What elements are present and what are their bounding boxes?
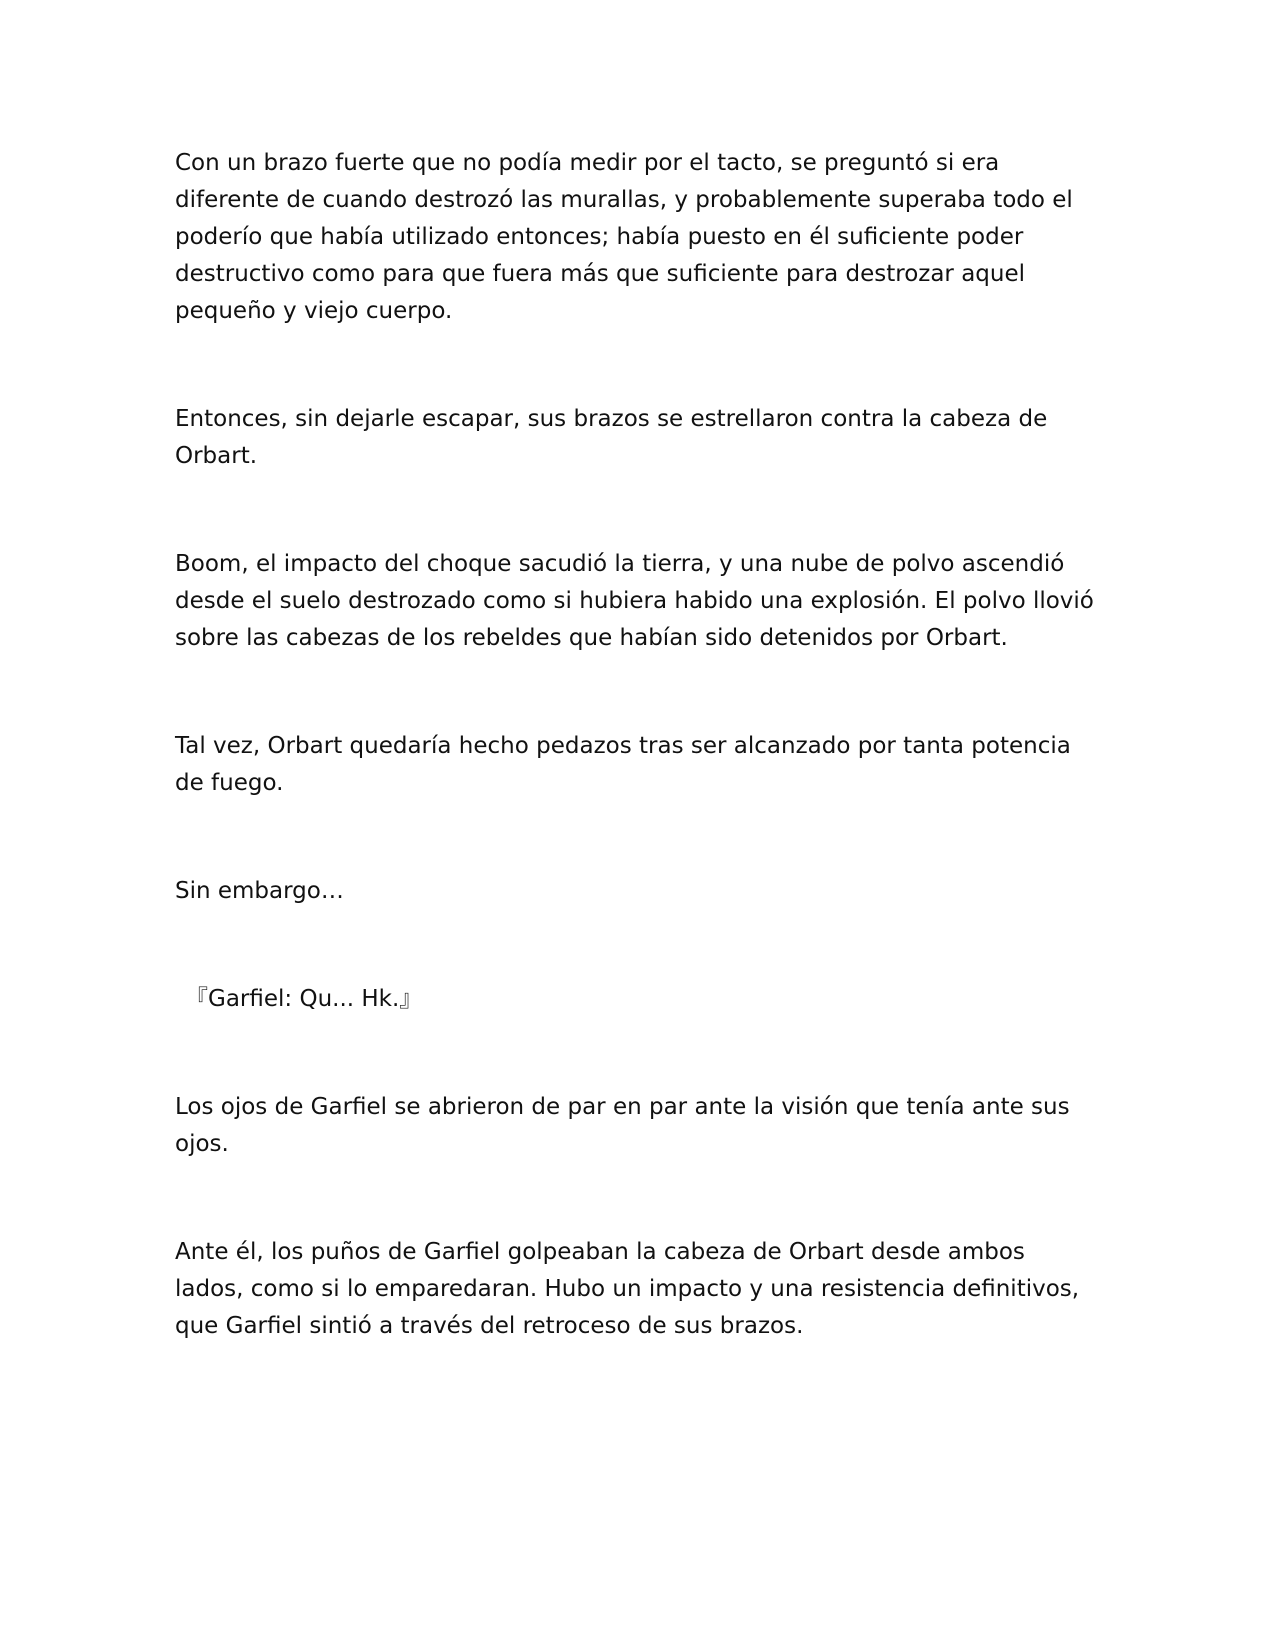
paragraph-2: Entonces, sin dejarle escapar, sus brazos se estrellaron contra la cabeza de Orbart. — [175, 406, 1048, 469]
paragraph-5: Sin embargo… — [175, 878, 344, 904]
paragraph-3: Boom, el impacto del choque sacudió la tierra, y una nube de polvo ascendió desde el suelo destrozado como si hubiera habido una explosión. El polvo llovió sobre las cabezas de los rebeldes que habían sido detenidos por Orbart. — [175, 551, 1094, 651]
document-body — [175, 145, 1100, 1416]
paragraph-8: Ante él, los puños de Garfiel golpeaban la cabeza de Orbart desde ambos lados, como si lo emparedaran. Hubo un impacto y una resistencia definitivos, que Garfiel sintió a través del retroceso de sus brazos. — [175, 1239, 1080, 1339]
paragraph-4: Tal vez, Orbart quedaría hecho pedazos tras ser alcanzado por tanta potencia de fuego. — [175, 733, 1071, 796]
paragraph-1: Con un brazo fuerte que no podía medir por el tacto, se preguntó si era diferente de cuando destrozó las murallas, y probablemente superaba todo el poderío que había utilizado entonces; había puesto en él suficiente poder destructivo como para que fuera más que suficiente para destrozar aquel pequeño y viejo cuerpo. — [175, 150, 1073, 324]
paragraph-7: Los ojos de Garfiel se abrieron de par en par ante la visión que tenía ante sus ojos. — [175, 1094, 1070, 1157]
dialogue-line: 『Garfiel: Qu... Hk.』 — [185, 986, 423, 1012]
